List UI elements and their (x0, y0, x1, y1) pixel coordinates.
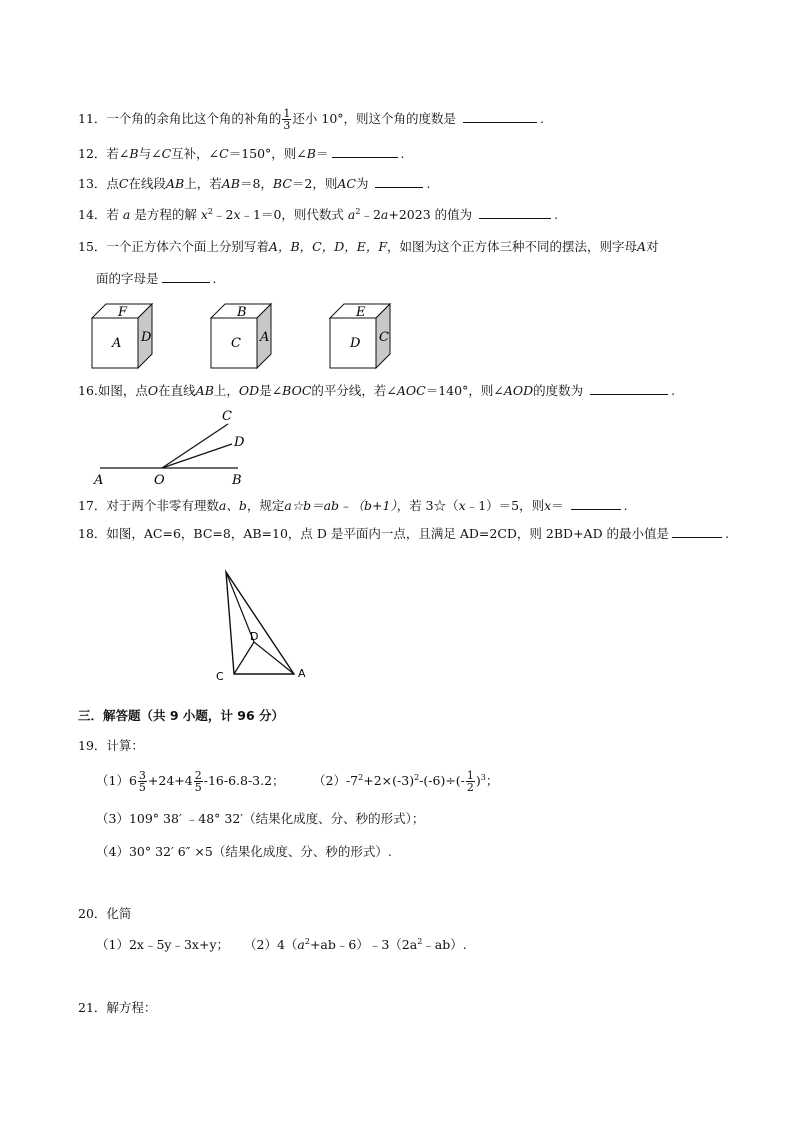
segment-ad (254, 642, 294, 674)
cube-2-front-label: C (231, 336, 241, 351)
segment-cd (234, 642, 254, 674)
point-c-label: C (216, 670, 224, 683)
cube-3-side-label: C (379, 330, 389, 345)
answer-blank-12[interactable] (332, 145, 398, 158)
question-19-part-1: （1）6 $\frac{3}{5}$ +24+4 $\frac{2}{5}$ -16-6.8-3.2； (96, 769, 285, 794)
answer-blank-16[interactable] (590, 382, 668, 395)
answer-blank-18[interactable] (672, 525, 722, 538)
cube-3-top-label: E (356, 305, 366, 320)
question-15-line2: 面的字母是 . (96, 271, 217, 286)
question-14: 14．若 a 是方程的解 $x^2﹣2x﹣1=0$，则代数式 $a^2﹣2a+2023$ 的值为 . (78, 206, 559, 222)
ray-oc (162, 424, 228, 468)
question-17: 17．对于两个非零有理数a、b，规定a☆b＝ab﹣（b+1），若 3☆（x﹣1）＝5，则x＝ . (78, 498, 628, 513)
answer-blank-13[interactable] (375, 175, 423, 188)
question-20-title: 20．化简 (78, 906, 132, 921)
point-b-label: B (232, 473, 242, 488)
cube-figures (80, 296, 420, 370)
question-16: 16.如图，点O在直线AB上，OD是∠BOC的平分线，若∠AOC＝140°，则∠AOD的度数为 . (78, 383, 676, 398)
question-15-line1: 15．一个正方体六个面上分别写着A，B，C，D，E，F，如图为这个正方体三种不同的摆法，则字母A对 (78, 239, 659, 254)
point-o-label: O (154, 473, 165, 488)
cube-2-top-label: B (237, 305, 247, 320)
question-12: 12．若∠B与∠C互补，∠C＝150°，则∠B＝ . (78, 146, 405, 161)
cube-3 (330, 304, 390, 368)
point-d-label: D (250, 630, 259, 643)
cube-2-side-label: A (260, 330, 270, 345)
cube-1-top-label: F (118, 305, 128, 320)
fraction-one-third: $\frac{1}{3}$ (283, 107, 291, 132)
triangle-abc (226, 572, 294, 674)
answer-blank-14[interactable] (479, 206, 551, 219)
point-d-label: D (234, 435, 245, 450)
cube-1-front-label: A (112, 336, 122, 351)
cube-1 (92, 304, 152, 368)
question-19-title: 19．计算： (78, 738, 144, 753)
answer-blank-15[interactable] (162, 270, 210, 283)
section-heading: 三．解答题（共 9 小题，计 96 分） (78, 708, 285, 723)
question-13: 13．点C在线段AB上，若AB＝8，BC＝2，则AC为 . (78, 176, 431, 191)
answer-blank-11[interactable] (463, 110, 537, 123)
question-18: 18．如图，AC=6，BC=8，AB=10，点 D 是平面内一点，且满足 AD=2CD，则 2BD+AD 的最小值是 . (78, 526, 730, 541)
cube-2 (211, 304, 271, 368)
question-20-part-1: （1）2x﹣5y﹣3x+y； (96, 937, 230, 952)
cube-1-side-label: D (141, 330, 152, 345)
question-20-part-2: $(2)4(a^2+ab﹣6)﹣3(2a^2﹣ab)$. (244, 936, 467, 952)
question-21-title: 21．解方程： (78, 1000, 157, 1015)
triangle-figure (210, 566, 320, 684)
point-c-label: C (222, 409, 232, 424)
angle-figure (88, 404, 268, 488)
answer-blank-17[interactable] (571, 497, 621, 510)
question-11: 11．一个角的余角比这个角的补角的 $\frac{1}{3}$ 还小 10°，则这个角的度数是 . (78, 107, 545, 132)
point-a-label: A (298, 667, 306, 680)
point-a-label: A (94, 473, 104, 488)
ray-od (162, 444, 232, 468)
question-19-part-3: （3）109° 38′ ﹣48° 32′（结果化成度、分、秒的形式）； (96, 811, 425, 826)
question-19-part-2: $(2)-7^2+2\times(-3)^2-(-6)\div(-$ $\frac{1}{2}$ )$^3$； (313, 769, 499, 794)
cube-3-front-label: D (350, 336, 361, 351)
question-19-part-4: （4）30° 32′ 6″ ×5（结果化成度、分、秒的形式）. (96, 844, 392, 859)
